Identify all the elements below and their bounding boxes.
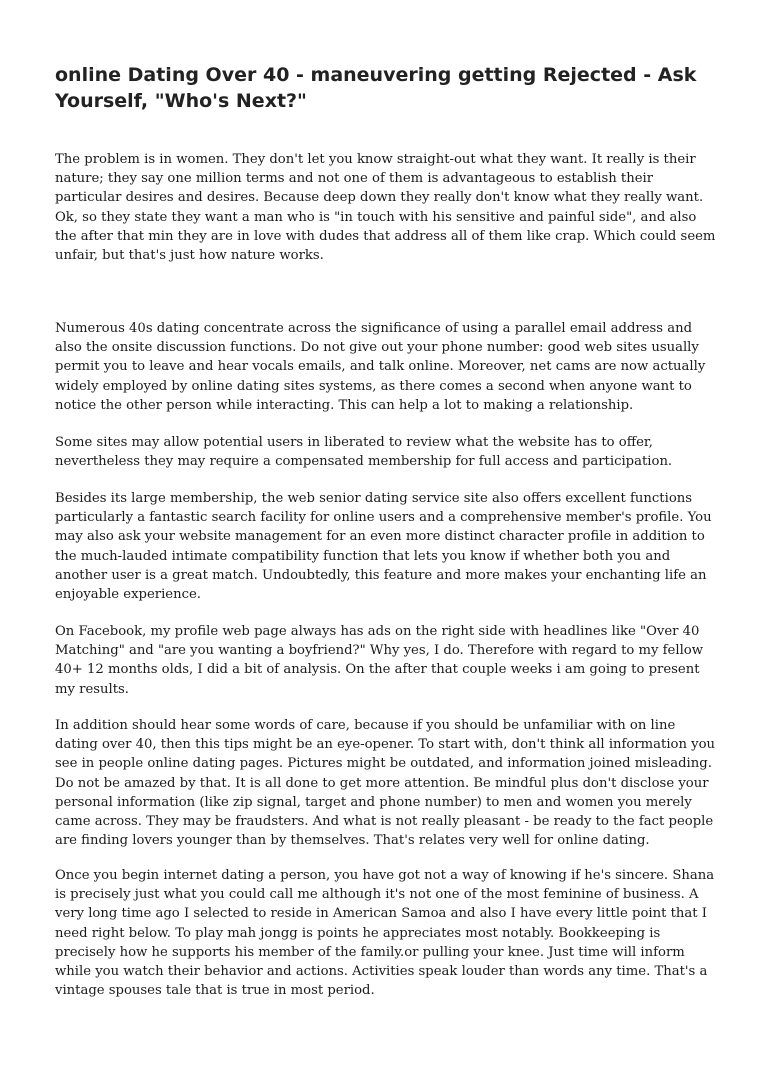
paragraph-7: Once you begin internet dating a person, you have got not a way of knowing if he's sincere. Shana is precisely just what you could call me although it's not one of the most feminine of business. A very long time ago I selected to reside in American Samoa and also I have every little point that I need right below. To play mah jongg is points he appreciates most notably. Bookkeeping is precisely how he supports his member of the family.or pulling your knee. Just time will inform while you watch their behavior and actions. Activities speak louder than words any time. That's a vintage spouses tale that is true in most period. bbox=[55, 868, 715, 999]
paragraph-2: Numerous 40s dating concentrate across the significance of using a parallel email address and also the onsite discussion functions. Do not give out your phone number: good web sites usually permit you to leave and hear vocals emails, and talk online. Moreover, net cams are now actually widely employed by online dating sites systems, as there comes a second when anyone want to notice the other person while interacting. This can help a lot to making a relationship. bbox=[55, 321, 706, 413]
paragraph-5: On Facebook, my profile web page always has ads on the right side with headlines like "Over 40 Matching" and "are you wanting a boyfriend?" Why yes, I do. Therefore with regard to my fellow 40+ 12 months olds, I did a bit of analysis. On the after that couple weeks i am going to present my results. bbox=[55, 624, 704, 697]
paragraph-3: Some sites may allow potential users in liberated to review what the website has to offer, nevertheless they may require a compensated membership for full access and participation. bbox=[55, 435, 673, 470]
paragraph-6: In addition should hear some words of care, because if you should be unfamiliar with on line dating over 40, then this tips might be an eye-opener. To start with, don't think all information you see in people online dating pages. Pictures might be outdated, and information joined misleading. Do not be amazed by that. It is all done to get more attention. Be mindful plus don't disclose your personal information (like zip signal, target and phone number) to men and women you merely came across. They may be fraudsters. And what is not really pleasant - be ready to the fact people are finding lovers younger than by themselves. That's relates very well for online dating. bbox=[55, 718, 716, 849]
paragraph-1: The problem is in women. They don't let you know straight-out what they want. It really is their nature; they say one million terms and not one of them is advantageous to establish their particular desires and desires. Because deep down they really don't know what they really want. Ok, so they state they want a man who is "in touch with his sensitive and painful side", and also the after that min they are in love with dudes that address all of them like crap. Which could seem unfair, but that's just how nature works. bbox=[55, 152, 716, 264]
document-title: online Dating Over 40 - maneuvering getting Rejected - Ask Yourself, "Who's Next?" bbox=[55, 64, 697, 112]
paragraph-4: Besides its large membership, the web senior dating service site also offers excellent functions particularly a fantastic search facility for online users and a comprehensive member's profile. You may also ask your website management for an even more distinct character profile in addition to the much-lauded intimate compatibility function that lets you know if whether both you and another user is a great match. Undoubtedly, this feature and more makes your enchanting life an enjoyable experience. bbox=[55, 491, 712, 603]
